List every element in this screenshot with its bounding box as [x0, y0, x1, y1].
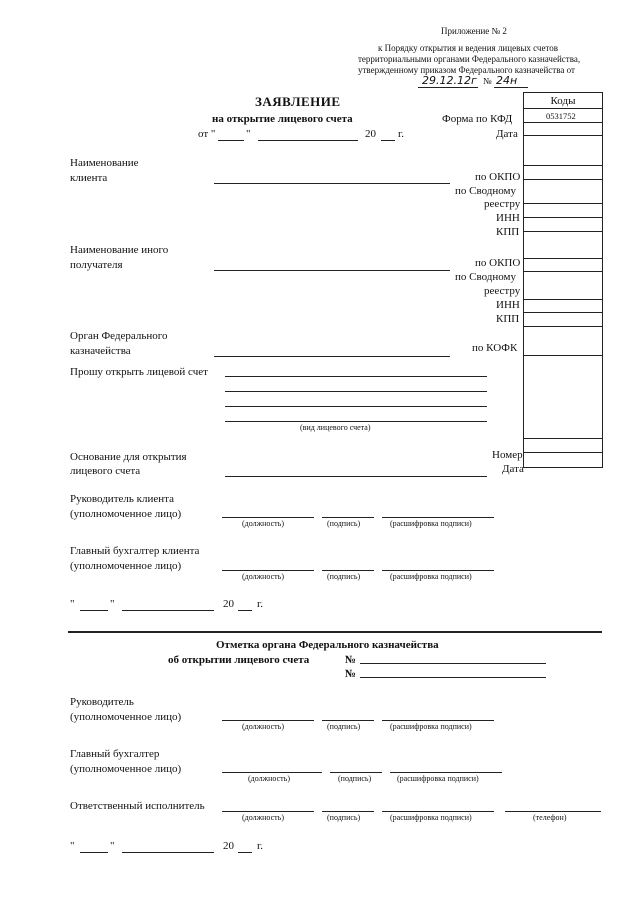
treasury-mark-num2-field[interactable] [360, 677, 546, 678]
basis-label-2: лицевого счета [70, 465, 141, 477]
date-year: 20 [365, 128, 376, 140]
client-accountant-label-2: (уполномоченное лицо) [70, 560, 182, 572]
executor-position-field[interactable] [222, 811, 314, 812]
client-kpp-label: КПП [496, 226, 520, 238]
code-cell-recipient-svod[interactable] [524, 272, 602, 300]
chief-accountant-position-field[interactable] [222, 772, 322, 773]
kofk-label: по КОФК [472, 342, 518, 354]
basis-date-label: Дата [502, 463, 524, 475]
date2-day-field[interactable] [80, 852, 108, 853]
code-cell-spacer1 [524, 136, 602, 166]
code-cell-spacer3 [524, 356, 602, 439]
chief-accountant-signature-field[interactable] [330, 772, 382, 773]
client-label-2: клиента [70, 172, 108, 184]
client-head-signature-field[interactable] [322, 517, 374, 518]
client-name-field[interactable] [214, 183, 450, 184]
document-title: ЗАЯВЛЕНИЕ [255, 94, 341, 109]
caption-decoding: (расшифровка подписи) [390, 519, 472, 528]
code-cell-basis-date[interactable] [524, 453, 602, 467]
date1-open-quote: " [70, 598, 75, 610]
chief-accountant-label-1: Главный бухгалтер [70, 748, 160, 760]
executor-signature-field[interactable] [322, 811, 374, 812]
date1-close-quote: " [110, 598, 115, 610]
request-label: Прошу открыть лицевой счет [70, 366, 208, 378]
appendix-title: Приложение № 2 [441, 26, 507, 36]
form-code: 0531752 [524, 109, 602, 123]
client-okpo-label: по ОКПО [475, 171, 521, 183]
code-cell-recipient-kpp[interactable] [524, 313, 602, 327]
date2-close-quote: " [110, 840, 115, 852]
section-divider [68, 631, 602, 633]
client-accountant-position-field[interactable] [222, 570, 314, 571]
executor-phone-field[interactable] [505, 811, 601, 812]
appendix-line2: территориальными органами Федерального казначейства, [358, 54, 581, 64]
client-inn-label: ИНН [496, 212, 520, 224]
recipient-okpo-label: по ОКПО [475, 257, 521, 269]
client-head-position-field[interactable] [222, 517, 314, 518]
codes-table [523, 92, 603, 468]
code-cell-kofk[interactable] [524, 327, 602, 356]
recipient-inn-label: ИНН [496, 299, 520, 311]
caption-phone: (телефон) [533, 813, 567, 822]
client-svod-label-1: по Сводному [455, 185, 517, 197]
code-cell-client-inn[interactable] [524, 204, 602, 218]
client-head-label-1: Руководитель клиента [70, 493, 174, 505]
treasury-mark-num1: № [345, 654, 357, 666]
treasury-mark-title-1: Отметка органа Федерального казначейства [216, 639, 439, 651]
chief-accountant-decoding-field[interactable] [390, 772, 502, 773]
code-cell-recipient-inn[interactable] [524, 300, 602, 313]
caption-position: (должность) [242, 722, 284, 731]
treasury-label-1: Орган Федерального [70, 330, 168, 342]
date1-year: 20 [223, 598, 234, 610]
account-type-field-3[interactable] [225, 406, 487, 407]
document-subtitle: на открытие лицевого счета [212, 113, 353, 125]
recipient-label-2: получателя [70, 259, 123, 271]
head-label-1: Руководитель [70, 696, 134, 708]
appendix-line3: утвержденному приказом Федерального казначейства от [358, 65, 575, 75]
executor-label: Ответственный исполнитель [70, 800, 205, 812]
caption-position: (должность) [242, 813, 284, 822]
caption-position: (должность) [242, 519, 284, 528]
date2-year: 20 [223, 840, 234, 852]
head-label-2: (уполномоченное лицо) [70, 711, 182, 723]
caption-signature: (подпись) [327, 722, 361, 731]
recipient-name-field[interactable] [214, 270, 450, 271]
date-quote-close: " [246, 128, 251, 140]
client-accountant-signature-field[interactable] [322, 570, 374, 571]
date-label: Дата [496, 128, 518, 140]
date2-open-quote: " [70, 840, 75, 852]
date-year-suffix: г. [398, 128, 405, 140]
account-type-field-1[interactable] [225, 376, 487, 377]
date2-month-field[interactable] [122, 852, 214, 853]
date1-month-field[interactable] [122, 610, 214, 611]
code-cell-client-okpo[interactable] [524, 166, 602, 180]
chief-accountant-label-2: (уполномоченное лицо) [70, 763, 182, 775]
handwritten-date: 29.12.12г [422, 74, 477, 87]
client-accountant-decoding-field[interactable] [382, 570, 494, 571]
appendix-line1: к Порядку открытия и ведения лицевых счетов [378, 43, 559, 53]
date-prefix: от " [198, 128, 216, 140]
caption-decoding: (расшифровка подписи) [397, 774, 479, 783]
caption-decoding: (расшифровка подписи) [390, 722, 472, 731]
account-type-field-4[interactable] [225, 421, 487, 422]
code-cell-basis-number[interactable] [524, 439, 602, 453]
basis-number-label: Номер [492, 449, 523, 461]
client-label-1: Наименование [70, 157, 139, 169]
code-cell-client-kpp[interactable] [524, 218, 602, 232]
basis-field[interactable] [225, 476, 487, 477]
handwritten-number: 24н [496, 74, 518, 87]
caption-signature: (подпись) [327, 572, 361, 581]
appendix-number-prefix: № [483, 76, 492, 86]
head-position-field[interactable] [222, 720, 314, 721]
codes-header: Коды [524, 93, 602, 109]
basis-label-1: Основание для открытия [70, 451, 187, 463]
caption-signature: (подпись) [338, 774, 372, 783]
treasury-label-2: казначейства [70, 345, 131, 357]
date1-year-suffix: г. [257, 598, 264, 610]
treasury-mark-num2: № [345, 668, 357, 680]
code-cell-date[interactable] [524, 123, 602, 136]
date2-year-suffix: г. [257, 840, 264, 852]
caption-signature: (подпись) [327, 813, 361, 822]
caption-decoding: (расшифровка подписи) [390, 572, 472, 581]
caption-signature: (подпись) [327, 519, 361, 528]
head-decoding-field[interactable] [382, 720, 494, 721]
caption-position: (должность) [242, 572, 284, 581]
treasury-mark-title-2: об открытии лицевого счета [168, 654, 310, 666]
code-cell-recipient-okpo[interactable] [524, 259, 602, 272]
caption-position: (должность) [248, 774, 290, 783]
recipient-label-1: Наименование иного [70, 244, 169, 256]
date1-day-field[interactable] [80, 610, 108, 611]
client-svod-label-2: реестру [484, 198, 521, 210]
client-head-decoding-field[interactable] [382, 517, 494, 518]
caption-decoding: (расшифровка подписи) [390, 813, 472, 822]
recipient-svod-label-1: по Сводному [455, 271, 517, 283]
account-type-caption: (вид лицевого счета) [300, 423, 371, 432]
date1-year-field[interactable] [238, 610, 252, 611]
recipient-svod-label-2: реестру [484, 285, 521, 297]
client-accountant-label-1: Главный бухгалтер клиента [70, 545, 200, 557]
account-type-field-2[interactable] [225, 391, 487, 392]
treasury-name-field[interactable] [214, 356, 450, 357]
code-cell-spacer2 [524, 232, 602, 259]
client-head-label-2: (уполномоченное лицо) [70, 508, 182, 520]
head-signature-field[interactable] [322, 720, 374, 721]
executor-decoding-field[interactable] [382, 811, 494, 812]
recipient-kpp-label: КПП [496, 313, 520, 325]
treasury-mark-num1-field[interactable] [360, 663, 546, 664]
form-kfd-label: Форма по КФД [442, 113, 513, 125]
date2-year-field[interactable] [238, 852, 252, 853]
code-cell-client-svod[interactable] [524, 180, 602, 204]
